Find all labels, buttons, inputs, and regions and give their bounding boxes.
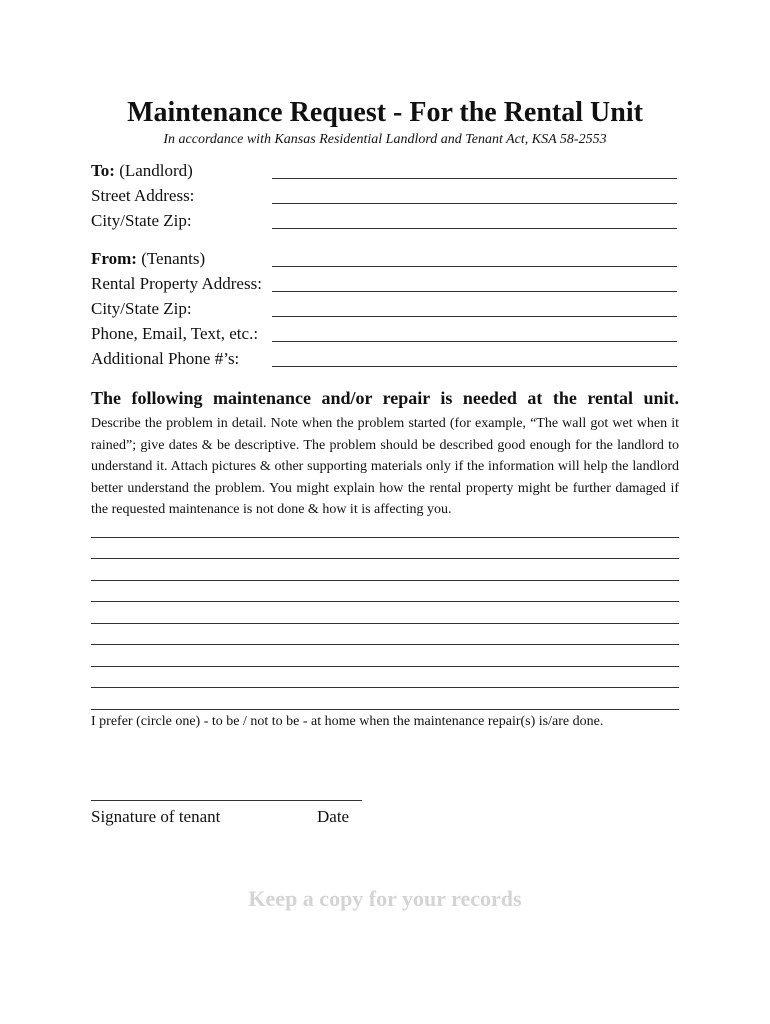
to-landlord-text: (Landlord) <box>114 161 193 180</box>
from-tenants-text: (Tenants) <box>136 249 206 268</box>
to-landlord-label <box>91 160 193 182</box>
keep-copy-watermark: Keep a copy for your records <box>248 886 522 911</box>
description-line[interactable] <box>91 687 679 688</box>
request-description: Describe the problem in detail. Note when the problem started (for example, “The wall got wet when it rained”; give dates & be descriptive. The problem should be described good enough for the landlord to understand it. Attach pictures & other supporting materials only if the information will help the landlord better understand the problem. You might explain how the rental property might be further damaged if the requested maintenance is not done & how it is affecting you. <box>91 416 679 518</box>
phone-label: Phone, Email, Text, etc.: <box>91 324 259 343</box>
tenant-city-label: City/State Zip: <box>91 299 192 318</box>
to-bold-label: To: <box>91 161 115 180</box>
description-line[interactable] <box>91 709 679 710</box>
landlord-street-field[interactable] <box>272 203 677 204</box>
rental-address-field[interactable] <box>272 291 677 292</box>
additional-phone-label: Additional Phone #’s: <box>91 349 240 368</box>
request-heading: The following maintenance and/or repair is needed at the rental unit. <box>91 388 679 408</box>
landlord-city-label: City/State Zip: <box>91 211 192 230</box>
rental-address-label: Rental Property Address: <box>91 274 262 293</box>
date-label: Date <box>317 807 350 826</box>
landlord-street-label: Street Address: <box>91 186 195 205</box>
page-title: Maintenance Request - For the Rental Unit <box>127 97 643 128</box>
page-subtitle: In accordance with Kansas Residential Landlord and Tenant Act, KSA 58-2553 <box>163 132 607 147</box>
description-line[interactable] <box>91 623 679 624</box>
from-bold-label: From: <box>91 249 137 268</box>
description-line[interactable] <box>91 580 679 581</box>
additional-phone-field[interactable] <box>272 366 677 367</box>
tenant-name-field[interactable] <box>272 266 677 267</box>
tenant-city-field[interactable] <box>272 316 677 317</box>
from-tenants-label <box>91 248 205 270</box>
signature-line[interactable] <box>91 800 362 801</box>
description-line[interactable] <box>91 601 679 602</box>
description-line[interactable] <box>91 666 679 667</box>
signature-label: Signature of tenant <box>91 807 221 826</box>
phone-field[interactable] <box>272 341 677 342</box>
description-line[interactable] <box>91 537 679 538</box>
landlord-name-field[interactable] <box>272 178 677 179</box>
description-line[interactable] <box>91 558 679 559</box>
description-line[interactable] <box>91 644 679 645</box>
home-preference-text: I prefer (circle one) - to be / not to be - at home when the maintenance repair(s) is/are done. <box>91 714 604 729</box>
landlord-city-field[interactable] <box>272 228 677 229</box>
